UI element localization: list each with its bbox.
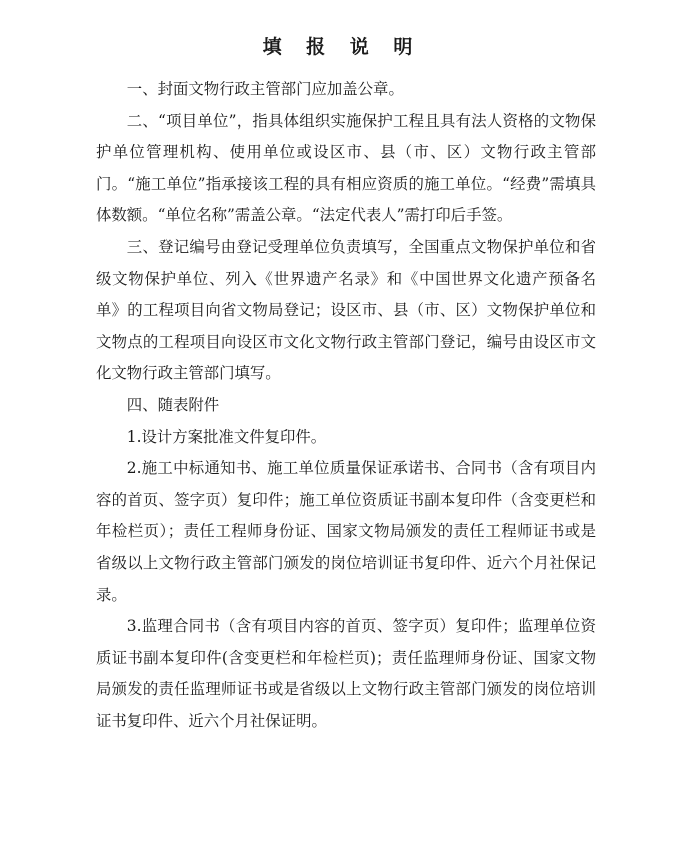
document-title: 填 报 说 明 — [262, 36, 422, 58]
paragraph-attachment-2: 2.施工中标通知书、施工单位质量保证承诺书、合同书（含有项目内容的首页、签字页）复印件；施工单位资质证书副本复印件（含变更栏和年检栏页）；责任工程师身份证、国家文物局颁发的责任工程师证书或是省级以上文物行政主管部门颁发的岗位培训证书复印件、近六个月社保记录。 — [96, 459, 596, 604]
paragraph-seal-requirement: 一、封面文物行政主管部门应加盖公章。 — [126, 80, 404, 98]
paragraph-unit-definitions: 二、“项目单位”，指具体组织实施保护工程且具有法人资格的文物保护单位管理机构、使用单位或设区市、县（市、区）文物行政主管部门。“施工单位”指承接该工程的具有相应资质的施工单位。“经费”需填具体数额。“单位名称”需盖公章。“法定代表人”需打印后手签。 — [96, 111, 596, 225]
document-body — [96, 74, 596, 737]
paragraph-attachment-1: 1.设计方案批准文件复印件。 — [126, 427, 327, 446]
paragraph-attachments-heading: 四、随表附件 — [126, 395, 220, 414]
paragraph-attachment-3: 3.监理合同书（含有项目内容的首页、签字页）复印件；监理单位资质证书副本复印件(含变更栏和年检栏页)；责任监理师身份证、国家文物局颁发的责任监理师证书或是省级以上文物行政主管部门颁发的岗位培训证书复印件、近六个月社保证明。 — [96, 617, 596, 730]
paragraph-registration-number: 三、登记编号由登记受理单位负责填写，全国重点文物保护单位和省级文物保护单位、列入《世界遗产名录》和《中国世界文化遗产预备名单》的工程项目向省文物局登记；设区市、县（市、区）文物保护单位和文物点的工程项目向设区市文化文物行政主管部门登记，编号由设区市文化文物行政主管部门填写。 — [96, 237, 596, 383]
